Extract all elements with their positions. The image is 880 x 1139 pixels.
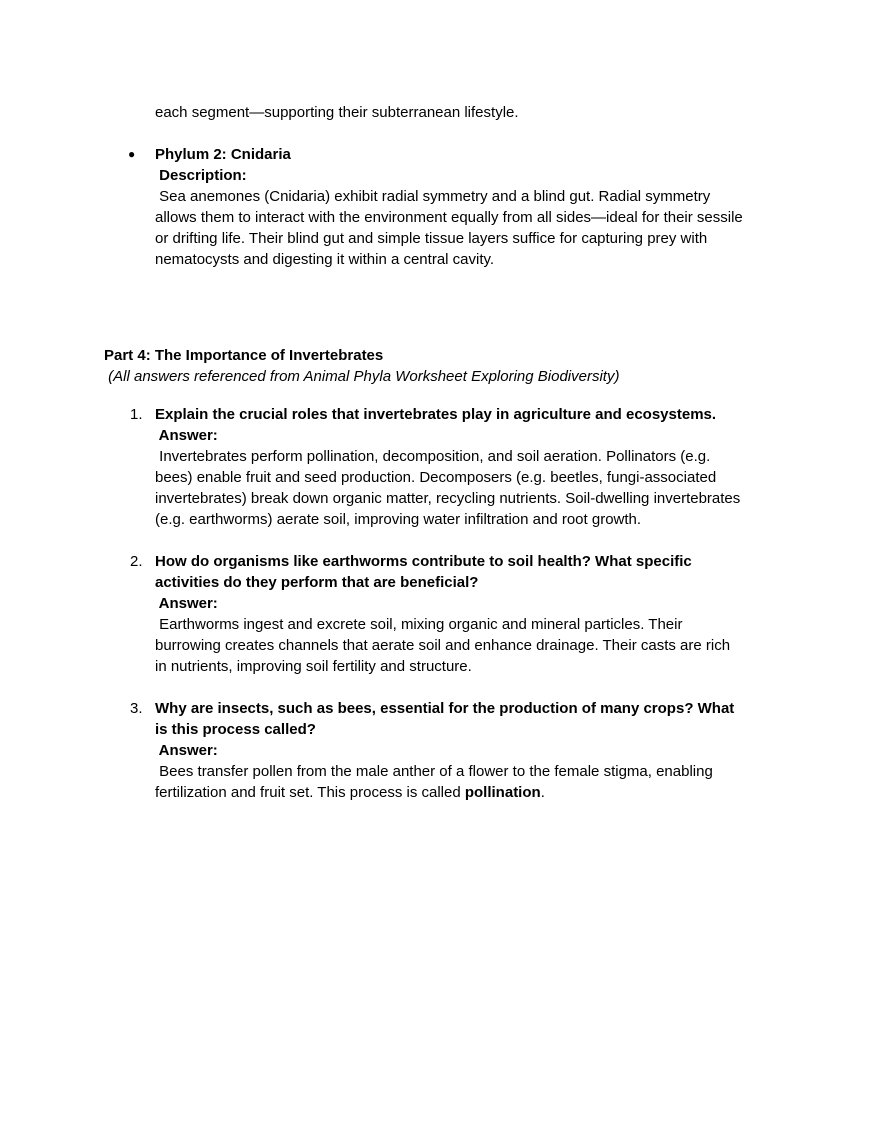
answer-label: Answer: bbox=[155, 427, 218, 444]
question-text: Explain the crucial roles that invertebrates play in agriculture and ecosystems. bbox=[155, 406, 717, 423]
question-number: 3. bbox=[130, 700, 143, 717]
key-term: pollination bbox=[464, 784, 541, 801]
question-text: Why are insects, such as bees, essential for the production of many crops? What bbox=[155, 700, 735, 717]
continuation-text: each segment—supporting their subterranean lifestyle. bbox=[155, 104, 519, 121]
question-2: How do organisms like earthworms contribute to soil health? What specific activities do they perform that are beneficial? Answer: Earthworms ingest and excrete soil, mixing organic and mineral particles. Their burrowing creates channels that aerate soil and enhance drainage. Their casts are rich in nutrients, improving soil fertility and structure. bbox=[155, 551, 795, 677]
question-text: activities do they perform that are beneficial? bbox=[155, 574, 479, 591]
question-text: is this process called? bbox=[155, 721, 316, 738]
question-number: 2. bbox=[130, 553, 143, 570]
section-subheading: (All answers referenced from Animal Phyla Worksheet Exploring Biodiversity) bbox=[104, 368, 620, 385]
bullet-icon: ● bbox=[128, 147, 136, 161]
answer-label: Answer: bbox=[155, 742, 218, 759]
question-1: Explain the crucial roles that invertebrates play in agriculture and ecosystems. Answer: Invertebrates perform pollination, decomposition, and soil aeration. Pollinators (e.g. bees) enable fruit and seed production. Decomposers (e.g. beetles, fungi-associated invertebrates) break down organic matter, recycling nutrients. Soil-dwelling invertebrates (e.g. earthworms) aerate soil, improving water infiltration and root growth. bbox=[155, 404, 795, 530]
section-heading: Part 4: The Importance of Invertebrates bbox=[104, 347, 384, 364]
phylum-title: Phylum 2: Cnidaria bbox=[155, 146, 291, 163]
answer-label: Answer: bbox=[155, 595, 218, 612]
description-label: Description: bbox=[155, 167, 247, 184]
question-3: Why are insects, such as bees, essential for the production of many crops? What is this process called? Answer: Bees transfer pollen from the male anther of a flower to the female stigma, enabling fertilization and fruit set. This process is called pollination. bbox=[155, 698, 795, 803]
answer-last-line: fertilization and fruit set. This process is called pollination. bbox=[155, 784, 545, 801]
question-text: How do organisms like earthworms contribute to soil health? What specific bbox=[155, 553, 692, 570]
phylum-2-section: Phylum 2: Cnidaria Description: Sea anemones (Cnidaria) exhibit radial symmetry and a blind gut. Radial symmetry allows them to interact with the environment equally from all sides—ideal for their sessile or drifting life. Their blind gut and simple tissue layers suffice for capturing prey with nematocysts and digesting it within a central cavity. bbox=[155, 144, 795, 270]
part-4-header bbox=[104, 345, 804, 387]
question-number: 1. bbox=[130, 406, 143, 423]
